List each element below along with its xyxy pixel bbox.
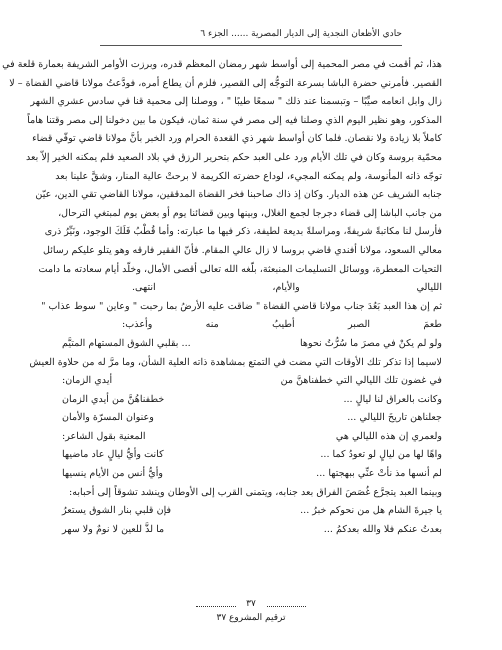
verse-hemistich-left: ما لذَّ للعين لا نومٌ ولا سهر [62,523,165,535]
verse-hemistich-left: وأيُّ أنس من الأيام ينسيها [62,468,164,480]
poem-verse [62,391,442,410]
verse-hemistich-right: واهًا لها من ليالٍ لو تعودُ كما ... [320,449,442,461]
verse-hemistich-left: كانت وأيُّ ليالٍ عاد ماضيها [62,449,164,461]
text-line: زال وابل انعامه صيِّبًا – وتبسمنا عند ذلك " سمعًا طيبًا " ، ووصلنا إلى محمية قنا في سادس عشري الشهر [30,96,442,108]
verse-line [62,279,442,298]
word: طعمَ [423,319,442,331]
verse-hemistich-left: ... بقلبي الشوق المستهام المتيَّم [62,337,191,349]
verse-hemistich-right: ولعمري إن هذه الليالي هي [335,430,442,442]
verse-hemistich-right: لم أنسها مذ نأتْ عنِّي ببهجتها ... [316,468,442,480]
word: أطيبُ [272,319,295,331]
text-line: محمّية بروسة وكان في تلك الأيام ورد على العبد حكم بتحرير الرزق في بلاد الصعيد فلم يمكنه الخير إلاّ بعد [25,151,442,163]
text-line: وبينما العبد يتجرَّع غُصَصَ الفراق بعد جنابه، ويتمنى القرب إلى الأوطان وينشد تشوقاً إلى أحبابه: [69,486,442,498]
text-line: توجّه ذاته المأنوسة، ولم يمكنه المجيء، لوداع حضرته الكريمة لا برحتْ عالية المنار، وشقَّ علينا بعد [55,170,442,182]
project-numbering: ترقيم المشروع ٣٧ [216,613,286,623]
poem-verse [62,335,442,354]
page-number: ٣٧ [236,599,266,609]
word: الليالي [416,282,442,294]
word: وأعذب: [122,319,153,331]
text-line: ثم إن هذا العبد بَعُدَ جناب مولانا قاضي القضاة " ضاقت عليه الأرضُ بما رحبت " وعاين " سوط عذاب " [41,300,442,312]
text-line: معالي السعود، مولانا أفندي قاضي بروسا لا زال عالي المقام. فأنّ الفقير فارقه وهو يتلو عليكم رسائل [42,244,442,256]
text-line: فأرسل لنا مكاتبةً شريفةً، ومراسلةً بديعة لطيفة، ذكر فيها ما عبارته: وأما قُطْبُ فَلَكَ الوجود، ونَيِّرُ ذرى [44,226,442,238]
text-line: من جانب الباشا إلى قضاء دجرجا لجمع الغلال، وبينها وبين قضائنا يوم أو بعض يوم لمبتغي الترحال، [58,207,442,219]
verse-line [62,316,442,335]
word: منه [205,319,219,331]
verse-hemistich-left: المعنية بقول الشاعر: [62,430,146,442]
main-text [2,56,442,539]
word: والأيام، [272,282,300,294]
text-line: التحيات المعطرة، ووسائل التسليمات المنبعثة، بلّغه الله تعالى أقصى الأمال، وخلّد أيام سعادته ما دامت [38,263,442,275]
text-line: هذا، ثم أقمت في مصر المحمية إلى أواسط شهر رمضان المعظم قدره، وبرزت الأوامر الشريفة بعمارة قلعة في [2,59,442,70]
verse-hemistich-left: أيدي الزمان: [62,375,113,387]
text-line: القصير. فأمرني حضرة الباشا بسرعة التوجُّه إلى القصير، فلزم أن يطاع أمره، فودَّعتُ مولانا قاضي القضاة – لا [9,77,442,89]
verse-hemistich-right: جعلناهن تاريخَ الليالي ... [347,412,442,424]
running-header: حادي الأظعان النجدية إلى الديار المصرية ...... الجزء ٦ [200,29,402,39]
poem-verse [62,372,442,391]
verse-hemistich-left: وعنوان المسرّة والأمان [62,412,154,424]
verse-hemistich-right: يا جيرةَ الشام هل من نحوكم خبرُ ... [300,505,442,517]
text-line: المذكور، وهو نظير اليوم الذي وصلنا فيه إلى مصر في سنة ثمان، فيكون ما بين دخولنا إلى مصر وقتنا هاماً [27,114,442,126]
poem-verse [62,409,442,428]
poem-verse [62,465,442,484]
verse-hemistich-left: خطفناهُنَّ من أيدي الزمان [62,393,165,405]
verse-hemistich-right: بعدتُ عنكم فلا والله بعدكمُ ... [323,523,442,535]
verse-hemistich-left: فإن قلبي بنار الشوق يستعرُ [62,505,172,517]
word: الصبر [347,319,371,331]
text-line: لاسيما إذا تذكر تلك الأوقات التي مضت في التمتع بمشاهدة ذاته العلية الشأن، وما مرَّ له من حلاوة العيش [29,356,442,368]
verse-hemistich-right: في غضون تلك الليالي التي خطفناهنَّ من [280,375,442,387]
poem-verse [62,428,442,447]
text-line: جنابه الشريف عن هذه الديار. وكان إذ ذاك صاحبنا فخر القضاة المدققين، مولانا القاضي تقي الدين، عيّن [35,189,442,201]
text-line: كاملاً بلا زيادة ولا نقصان. فلما كان أواسط شهر ذي القعدة الحرام ورد الخبر بأنَّ مولانا قاضي توفّي قضاء [32,133,442,145]
poem-verse [62,446,442,465]
header-divider [100,45,402,46]
verse-hemistich-right: ولو لم يكنْ في مصرَ ما سُرُّتُ نحوها [300,337,442,349]
poem-verse [62,502,442,521]
verse-hemistich-right: وكانت بالعراق لنا ليالٍ ... [343,393,442,405]
word: انتهى. [132,282,156,294]
poem-verse [62,521,442,540]
